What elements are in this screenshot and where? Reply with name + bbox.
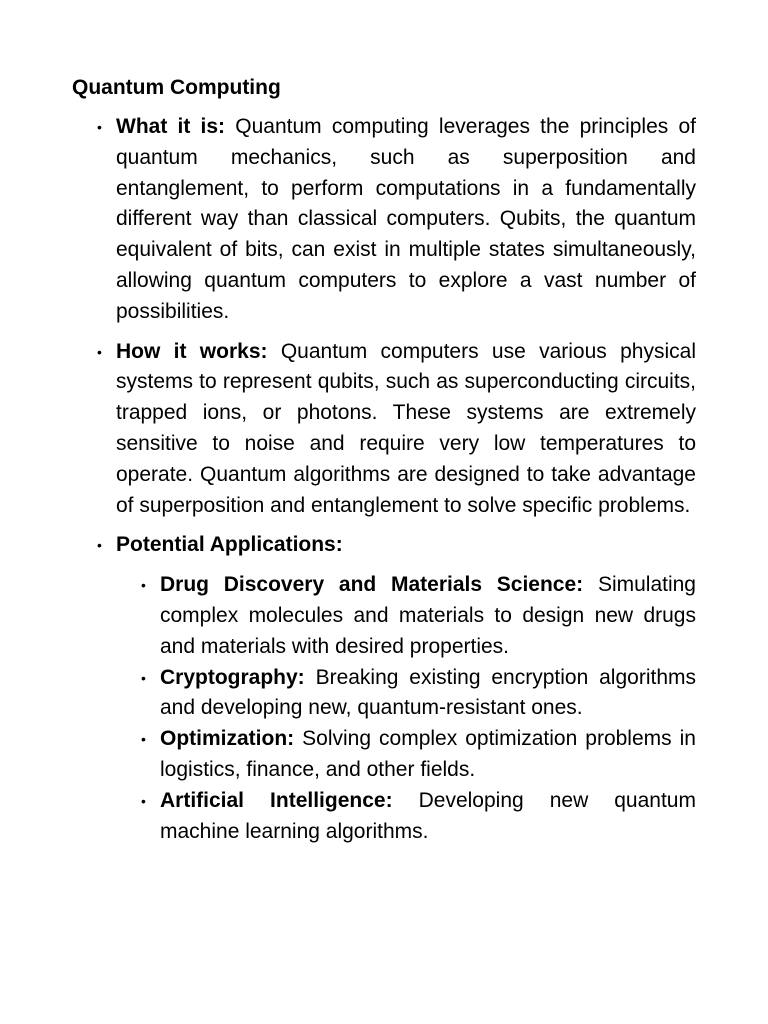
list-item-lead: Potential Applications: xyxy=(116,533,343,557)
sub-list-item-artificial-intelligence xyxy=(141,786,696,848)
bullet-icon: • xyxy=(141,669,146,686)
sub-list-item-text: Developing new quantum machine learning algorithms. xyxy=(160,788,696,843)
bullet-icon: • xyxy=(141,731,146,748)
sub-list-item-optimization xyxy=(141,724,696,786)
list-item-paragraph xyxy=(116,337,696,522)
sub-list-item-lead: Drug Discovery and Materials Science: xyxy=(160,573,584,597)
applications-sub-list xyxy=(141,570,696,847)
bullet-icon: • xyxy=(97,119,102,135)
sub-list-item-drug-discovery xyxy=(141,570,696,662)
sub-list-item-lead: Cryptography: xyxy=(160,665,305,689)
sub-list-item-paragraph xyxy=(160,724,696,786)
list-item-how-it-works xyxy=(97,337,696,522)
document-title: Quantum Computing xyxy=(72,76,281,99)
sub-list-item-paragraph xyxy=(160,786,696,848)
bullet-icon: • xyxy=(141,577,146,594)
sub-list-item-text: Simulating complex molecules and materials to design new drugs and materials with desired properties. xyxy=(160,573,696,658)
sub-list-item-text: Solving complex optimization problems in logistics, finance, and other fields. xyxy=(160,727,696,781)
section-list xyxy=(97,112,696,856)
list-item-lead: What it is: xyxy=(116,115,226,138)
list-item-text: Quantum computing leverages the principles of quantum mechanics, such as superposition and entanglement, to perform computations in a fundamentally different way than classical computers. Qubits, the quantum equivalent of bits, can exist in multiple states simultaneously, allowing quantum computers to explore a vast number of possibilities. xyxy=(116,115,696,323)
list-item-text: Quantum computers use various physical systems to represent qubits, such as superconducting circuits, trapped ions, or photons. These systems are extremely sensitive to noise and require very low temperatures to operate. Quantum algorithms are designed to take advantage of superposition and entanglement to solve specific problems. xyxy=(116,339,696,517)
list-item-what-it-is xyxy=(97,112,696,328)
sub-list-item-cryptography xyxy=(141,663,696,725)
list-item-lead: How it works: xyxy=(116,339,268,363)
sub-list-item-paragraph xyxy=(160,570,696,662)
bullet-icon: • xyxy=(141,792,146,809)
bullet-icon: • xyxy=(97,537,102,554)
sub-list-item-lead: Optimization: xyxy=(160,727,295,751)
sub-list-item-paragraph xyxy=(160,663,696,725)
bullet-icon: • xyxy=(97,343,102,360)
sub-list-item-text: Breaking existing encryption algorithms and developing new, quantum-resistant ones. xyxy=(160,665,696,720)
list-item-potential-applications xyxy=(97,530,696,847)
sub-list-item-lead: Artificial Intelligence: xyxy=(160,788,393,812)
list-item-paragraph xyxy=(116,112,696,328)
